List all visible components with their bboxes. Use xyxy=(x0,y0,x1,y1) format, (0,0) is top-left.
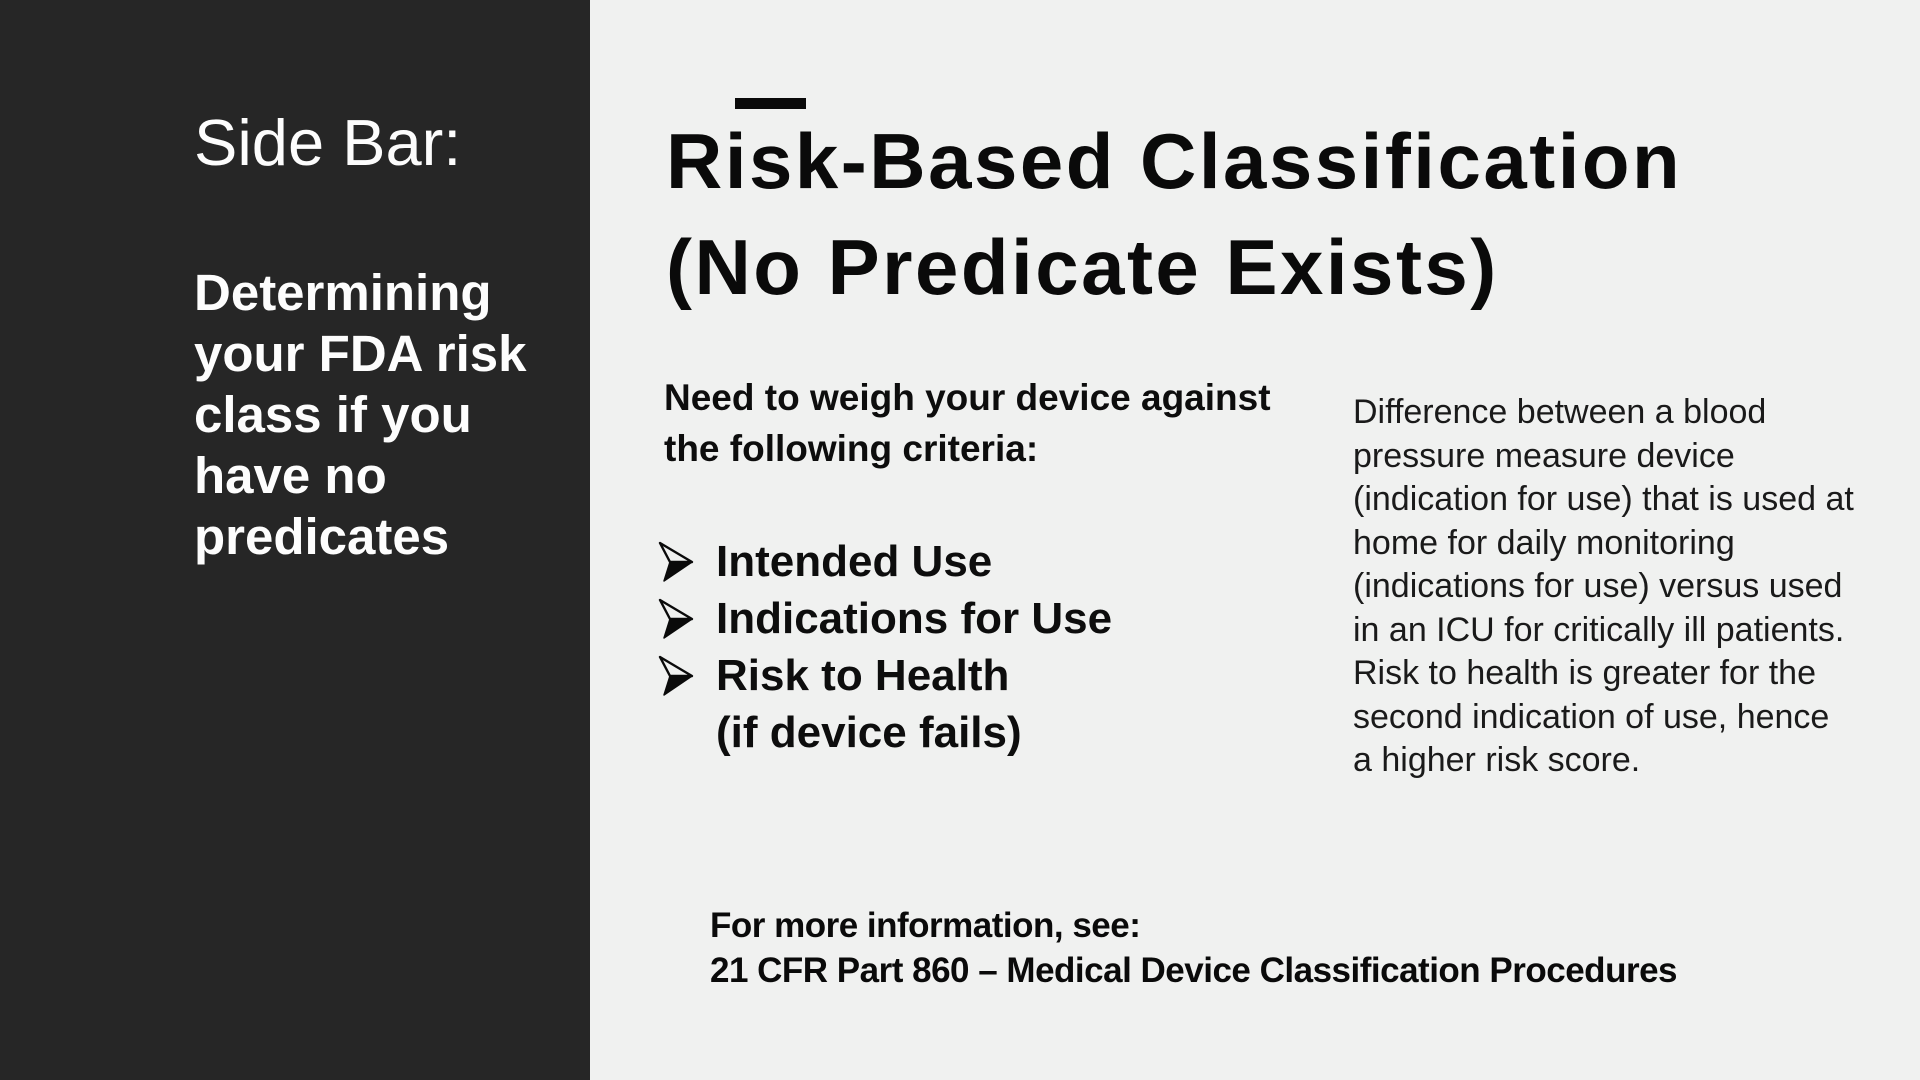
bullet-item xyxy=(656,590,1112,647)
sidebar-description-line: your FDA risk xyxy=(194,325,527,382)
arrowhead-bullet-icon xyxy=(656,598,694,640)
bullet-item xyxy=(656,647,1112,704)
slide-title xyxy=(666,108,1682,320)
criteria-bullet-list xyxy=(656,533,1112,761)
sidebar-description-line: have no xyxy=(194,447,387,504)
footer-reference-line: 21 CFR Part 860 – Medical Device Classification Procedures xyxy=(710,951,1677,990)
sidebar-panel xyxy=(0,0,590,1080)
criteria-intro-line: the following criteria: xyxy=(664,428,1039,469)
sidenote-paragraph xyxy=(1353,391,1854,783)
bullet-item xyxy=(656,533,1112,590)
bullet-label: Indications for Use xyxy=(716,593,1113,643)
sidenote-line: pressure measure device xyxy=(1353,436,1735,475)
bullet-label: Intended Use xyxy=(716,536,993,586)
bullet-item-continuation xyxy=(656,704,1112,761)
sidenote-line: Difference between a blood xyxy=(1353,393,1767,431)
sidebar-description-line: predicates xyxy=(194,508,450,565)
arrowhead-bullet-icon xyxy=(656,541,694,583)
sidebar-description-line: Determining xyxy=(194,264,492,321)
footer-reference xyxy=(710,903,1677,993)
slide-title-line: Risk-Based Classification xyxy=(666,117,1683,205)
bullet-label: Risk to Health xyxy=(716,650,1010,700)
bullet-label: (if device fails) xyxy=(716,707,1022,757)
sidenote-line: a higher risk score. xyxy=(1353,741,1641,779)
sidebar-description-line: class if you xyxy=(194,386,472,443)
footer-reference-line: For more information, see: xyxy=(710,906,1141,945)
sidebar-title: Side Bar: xyxy=(194,106,462,179)
slide-title-line: (No Predicate Exists) xyxy=(666,223,1499,311)
sidenote-line: home for daily monitoring xyxy=(1353,523,1735,562)
sidenote-line: second indication of use, hence xyxy=(1353,697,1830,736)
criteria-intro xyxy=(664,372,1271,474)
sidenote-line: (indications for use) versus used xyxy=(1353,567,1843,605)
sidenote-line: (indication for use) that is used at xyxy=(1353,480,1854,518)
arrowhead-bullet-icon xyxy=(656,655,694,697)
sidenote-line: Risk to health is greater for the xyxy=(1353,654,1817,692)
criteria-intro-line: Need to weigh your device against xyxy=(664,377,1271,418)
sidebar-description xyxy=(194,262,527,567)
sidenote-line: in an ICU for critically ill patients. xyxy=(1353,610,1845,649)
